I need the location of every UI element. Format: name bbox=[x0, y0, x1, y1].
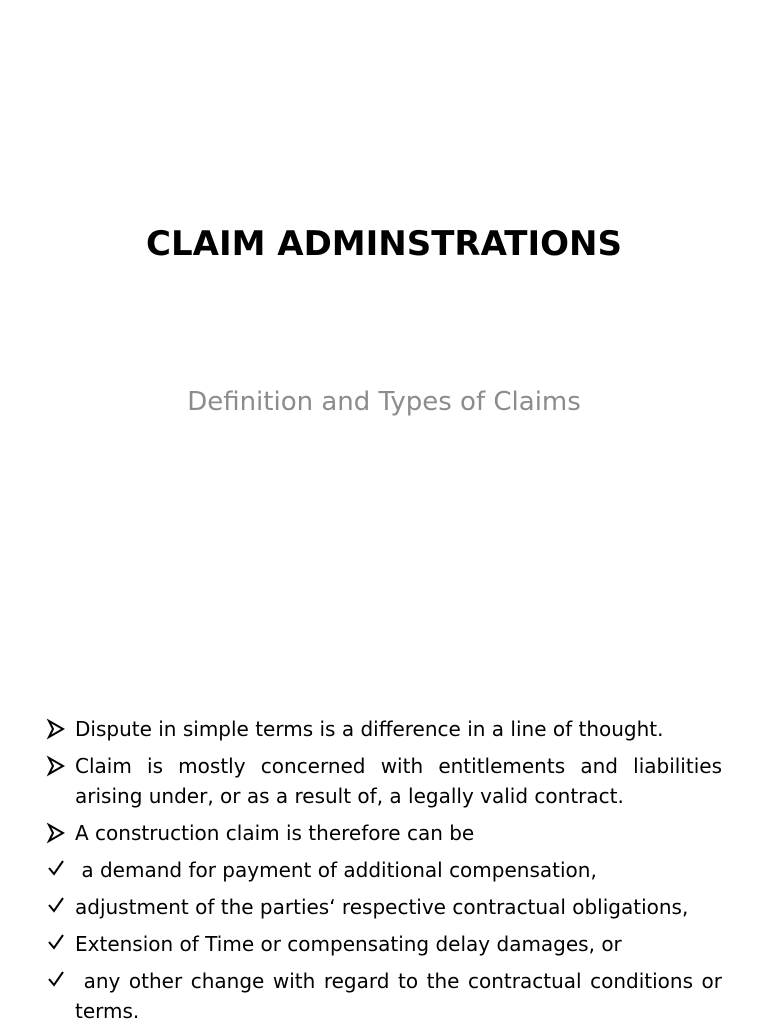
checkmark-icon bbox=[46, 966, 68, 996]
checkmark-icon bbox=[46, 892, 68, 922]
bullet-text: adjustment of the parties‘ respective contractual obligations, bbox=[75, 895, 689, 919]
slide-subtitle: Definition and Types of Claims bbox=[187, 387, 581, 417]
bullet-item bbox=[46, 714, 722, 744]
bullet-item bbox=[46, 855, 722, 885]
bullet-text: Dispute in simple terms is a difference in a line of thought. bbox=[75, 717, 664, 741]
bullet-item bbox=[46, 751, 722, 811]
slide-title: CLAIM ADMINSTRATIONS bbox=[146, 224, 622, 264]
bullet-text: any other change with regard to the contractual conditions or terms. bbox=[75, 969, 729, 1023]
arrow-bullet-icon bbox=[46, 714, 68, 744]
bullet-item bbox=[46, 966, 729, 1024]
checkmark-icon bbox=[46, 929, 68, 959]
bullet-text: a demand for payment of additional compensation, bbox=[75, 858, 597, 882]
bullet-item bbox=[46, 929, 722, 959]
bullet-list bbox=[46, 714, 729, 1024]
bullet-text: Claim is mostly concerned with entitlements and liabilities arising under, or as a result of, a legally valid contract. bbox=[75, 754, 722, 808]
checkmark-icon bbox=[46, 855, 68, 885]
bullet-item bbox=[46, 818, 722, 848]
arrow-bullet-icon bbox=[46, 751, 68, 781]
arrow-bullet-icon bbox=[46, 818, 68, 848]
bullet-text: Extension of Time or compensating delay damages, or bbox=[75, 932, 622, 956]
bullet-text: A construction claim is therefore can be bbox=[75, 821, 475, 845]
bullet-item bbox=[46, 892, 722, 922]
